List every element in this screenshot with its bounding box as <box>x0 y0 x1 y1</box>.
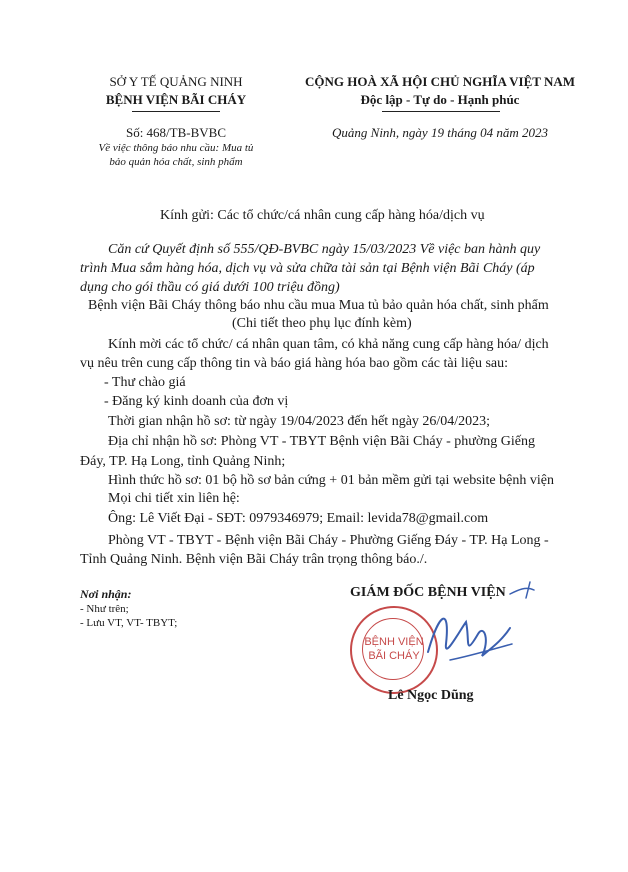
stamp-inner-ring <box>362 618 424 680</box>
recipient-item: - Như trên; <box>80 603 129 615</box>
document-number: Số: 468/TB-BVBC <box>125 125 227 140</box>
signer-title: GIÁM ĐỐC BỆNH VIỆN <box>350 585 506 600</box>
greeting: Kính gửi: Các tổ chức/cá nhân cung cấp hàng hóa/dịch vụ <box>160 208 485 223</box>
republic-title: CỘNG HOÀ XÃ HỘI CHỦ NGHĨA VIỆT NAM <box>304 74 576 89</box>
department-name: SỞ Y TẾ QUẢNG NINH <box>109 74 243 89</box>
flourish-stroke <box>510 582 534 598</box>
hospital-name: BỆNH VIỆN BÃI CHÁY <box>105 92 247 107</box>
basis-line-1: Căn cứ Quyết định số 555/QĐ-BVBC ngày 15/03/2023 Về việc ban hành quy <box>108 242 541 257</box>
notice-line: Bệnh viện Bãi Cháy thông báo nhu cầu mua Mua tủ bảo quản hóa chất, sinh phẩm <box>88 298 549 313</box>
motto-underline <box>382 111 500 112</box>
document-date: Quảng Ninh, ngày 19 tháng 04 năm 2023 <box>332 125 548 140</box>
basis-line-2: trình Mua sắm hàng hóa, dịch vụ và sửa chữa tài sản tại Bệnh viện Bãi Cháy (áp <box>80 261 535 276</box>
invite-line-2: vụ nêu trên cung cấp thông tin và báo giá hàng hóa bao gồm các tài liệu sau: <box>80 356 509 371</box>
invite-line-1: Kính mời các tổ chức/ cá nhân quan tâm, có khả năng cung cấp hàng hóa/ dịch <box>108 337 549 352</box>
recipients-title: Nơi nhận: <box>80 587 132 601</box>
stamp-text-line-1: BỆNH VIỆN <box>364 636 424 648</box>
submission-time: Thời gian nhận hồ sơ: từ ngày 19/04/2023 đến hết ngày 26/04/2023; <box>108 414 491 429</box>
recipient-item: - Lưu VT, VT- TBYT; <box>80 617 178 629</box>
stamp-text-line-2: BÃI CHÁY <box>368 650 420 662</box>
handwritten-signature <box>420 600 520 680</box>
submission-address-line-1: Địa chỉ nhận hồ sơ: Phòng VT - TBYT Bệnh viện Bãi Cháy - phường Giếng <box>108 434 535 449</box>
subject-line-1: Về việc thông báo nhu cầu: Mua tủ <box>98 142 254 154</box>
requirement-item: - Đăng ký kinh doanh của đơn vị <box>104 394 289 409</box>
signature-stroke <box>428 619 510 656</box>
submission-address-line-2: Đáy, TP. Hạ Long, tỉnh Quảng Ninh; <box>80 454 286 469</box>
submission-format: Hình thức hồ sơ: 01 bộ hồ sơ bản cứng + 01 bản mềm gửi tại website bệnh viện <box>108 473 554 488</box>
closing-line-2: Tỉnh Quảng Ninh. Bệnh viện Bãi Cháy trân trọng thông báo./. <box>80 552 428 567</box>
subject-line-2: bảo quản hóa chất, sinh phẩm <box>109 156 243 168</box>
closing-line-1: Phòng VT - TBYT - Bệnh viện Bãi Cháy - Phường Giếng Đáy - TP. Hạ Long - <box>108 533 549 548</box>
hospital-underline <box>132 111 220 112</box>
title-flourish <box>508 580 544 600</box>
contact-person: Ông: Lê Viết Đại - SĐT: 0979346979; Email: levida78@gmail.com <box>108 511 489 526</box>
national-motto: Độc lập - Tự do - Hạnh phúc <box>360 92 520 107</box>
basis-line-3: dụng cho gói thầu có giá dưới 100 triệu đồng) <box>80 280 340 295</box>
requirement-item: - Thư chào giá <box>104 375 186 390</box>
signer-name: Lê Ngọc Dũng <box>388 688 474 703</box>
detail-reference: (Chi tiết theo phụ lục đính kèm) <box>232 316 412 331</box>
signature-underline-stroke <box>450 644 512 660</box>
contact-intro: Mọi chi tiết xin liên hệ: <box>108 491 240 506</box>
